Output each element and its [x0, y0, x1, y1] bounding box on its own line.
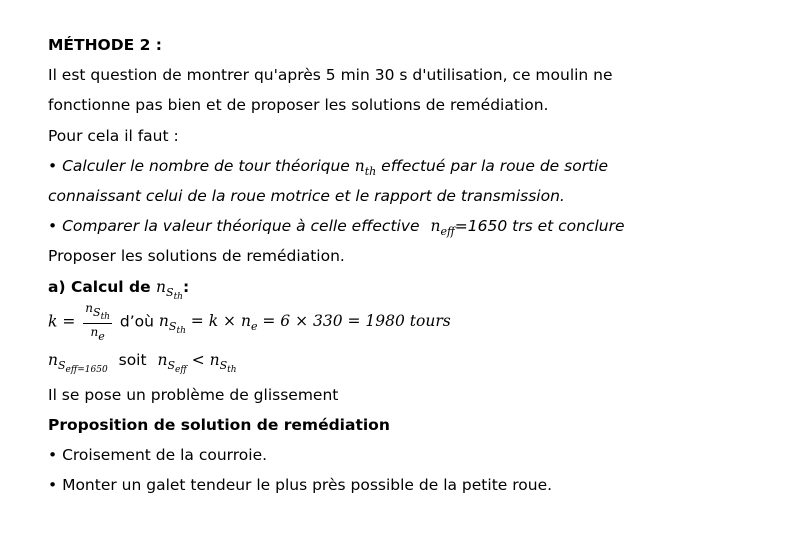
section-a-heading: a) Calcul de $n_{S_{th}}$:: [48, 277, 190, 302]
n-sth-compare-symbol: $n_{S_{th}}$: [209, 350, 237, 375]
fraction-denominator: ne: [90, 324, 105, 343]
proposition-heading: Proposition de solution de remédiation: [48, 415, 390, 434]
bullet-comparer-text: • Comparer la valeur théorique à celle effective: [48, 217, 425, 236]
n-th-symbol: $n_{th}$: [354, 156, 377, 178]
solution-item-1: • Croisement de la courroie.: [48, 446, 268, 465]
formula-fraction: [83, 302, 112, 342]
n-seff-symbol: $n_{S_{eff}}$: [157, 350, 187, 375]
bullet-comparer: [48, 211, 768, 241]
formula-k: k: [48, 312, 58, 331]
formula-equals: =: [62, 312, 76, 331]
formula-dou: d’où: [114, 312, 159, 331]
n-sth-symbol: $n_{S_{th}}$: [156, 277, 183, 302]
formula-result: $n_{S_{th}} = k \times n_e = 6 \times 330 = 1980$ tours: [158, 312, 451, 337]
solution-item-2: • Monter un galet tendeur le plus près possible de la petite roue.: [48, 476, 553, 495]
document-body: [48, 30, 768, 500]
bullet-calculer-text: • Calculer le nombre de tour théorique: [48, 156, 355, 175]
comparison-line: [48, 341, 768, 380]
proposer-text: Proposer les solutions de remédiation.: [48, 247, 345, 266]
glissement-text: Il se pose un problème de glissement: [48, 385, 339, 404]
n-eff-symbol: $n_{eff}$: [430, 217, 455, 239]
formula-line: [48, 302, 768, 341]
fraction-numerator: $nS_{th}$: [85, 300, 110, 322]
intro-line-2: fonctionne pas bien et de proposer les solutions de remédiation.: [48, 96, 549, 115]
pour-cela-text: Pour cela il faut :: [48, 126, 179, 145]
bullet-calculer: [48, 151, 768, 181]
bullet-comparer-text-2: =1650 trs et conclure: [454, 217, 625, 236]
soit-text: soit: [118, 350, 147, 369]
n-seff-1650-symbol: $n_{S_{eff=1650}}$: [48, 350, 108, 375]
bullet-calculer-line-2: connaissant celui de la roue motrice et le rapport de transmission.: [48, 186, 565, 205]
less-than-sign: <: [191, 350, 205, 369]
method-heading: MÉTHODE 2 :: [48, 36, 162, 54]
bullet-calculer-text-2: effectué par la roue de sortie: [376, 156, 608, 175]
intro-line-1: Il est question de montrer qu'après 5 min 30 s d'utilisation, ce moulin ne: [48, 66, 613, 85]
